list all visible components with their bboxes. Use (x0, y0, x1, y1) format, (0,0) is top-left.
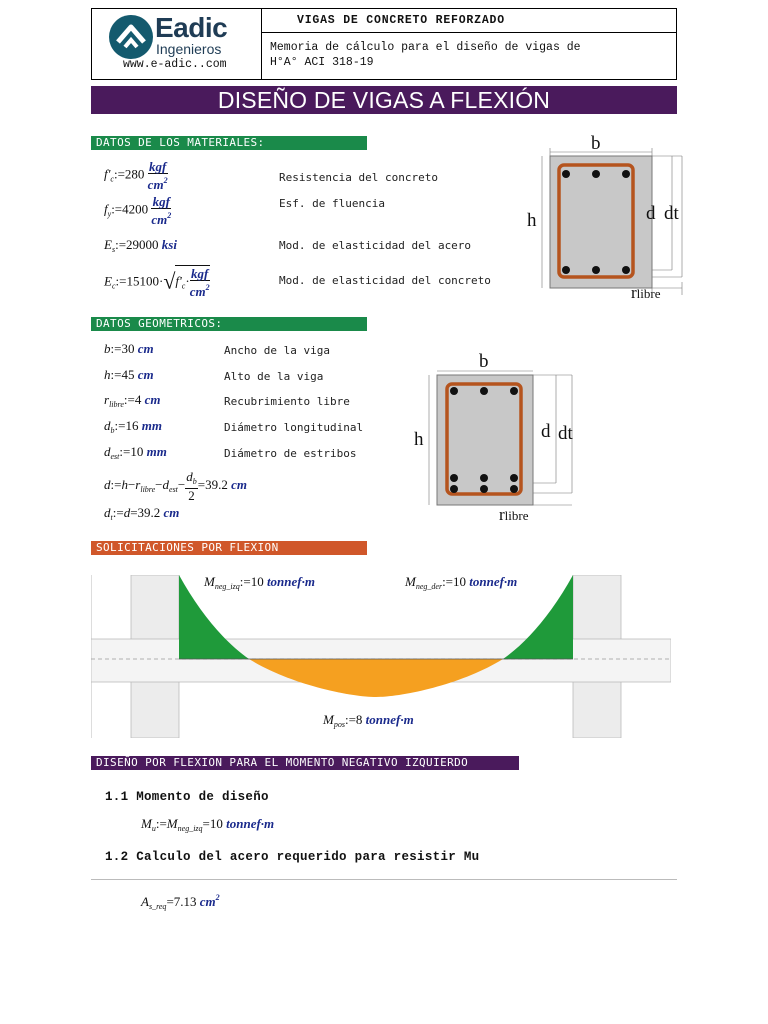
dim-dt-label-2: dt (558, 423, 573, 444)
document-subtitle-line2: H°A° ACI 318-19 (270, 56, 374, 69)
es-description: Mod. de elasticidad del acero (279, 239, 472, 252)
effective-depth-equation: $d:=h-r_{libre}-d_{est}-$ $\frac{d_b}{2}$ =39.2 cm (104, 469, 247, 503)
materials-section-header: DATOS DE LOS MATERIALES: (91, 136, 367, 150)
design-step-1-1-heading: 1.1 Momento de diseño (105, 790, 269, 804)
ec-equation: $E_c:=15100\cdot√f'_c\cdot$ $\frac{\text{kgf}}{cm^2}$ (104, 266, 210, 299)
m-neg-der-equation: $M_{neg\_der}:=10$ tonnef·m (405, 574, 518, 591)
dim-dt-label: dt (664, 203, 679, 224)
dim-b-label: b (591, 133, 601, 154)
m-neg-izq-equation: $M_{neg\_izq}:=10$ tonnef·m (204, 574, 315, 591)
dim-b-label-2: b (479, 351, 489, 372)
website-link[interactable]: www.e-adic..com (123, 58, 227, 71)
geometry-row-h: h:=45 cm (104, 367, 154, 382)
geometry-row-h-desc: Alto de la viga (224, 370, 324, 383)
geometry-section-header: DATOS GEOMETRICOS: (91, 317, 367, 331)
design-step-1-2-heading: 1.2 Calculo del acero requerido para resistir Mu (105, 850, 480, 864)
geometry-row-dest: $d_{est}:=10$ mm (104, 444, 167, 461)
geometry-row-rlibre-desc: Recubrimiento libre (224, 395, 350, 408)
fc-description: Resistencia del concreto (279, 171, 438, 184)
logo-name: Eadic (155, 12, 228, 43)
dim-h-label: h (527, 210, 537, 231)
geometry-row-db-desc: Diámetro longitudinal (224, 421, 364, 434)
loads-section-header: SOLICITACIONES POR FLEXION (91, 541, 367, 555)
dt-equation: $d_t:=d=39.2$ cm (104, 505, 180, 522)
as-req-equation: $A_{s\_req}=7.13$ $cm^2$ (141, 893, 220, 911)
geometry-row-b: b:=30 cm (104, 341, 154, 356)
divider-line (91, 879, 677, 880)
dim-d-label: d (646, 203, 656, 224)
dim-rlibre-label-2: rlibre (499, 505, 529, 524)
fy-description: Esf. de fluencia (279, 197, 385, 210)
fc-equation: $f'_c:=280$ $\frac{\text{kgf}}{cm^2}$ (104, 159, 168, 192)
eadic-logo-icon (108, 14, 154, 60)
document-subtitle-line1: Memoria de cálculo para el diseño de vigas de (270, 41, 581, 54)
m-pos-equation: $M_{pos}:=8$ tonnef·m (323, 712, 414, 729)
header-divider-horizontal (261, 32, 677, 33)
document-title: VIGAS DE CONCRETO REFORZADO (297, 14, 505, 27)
fy-equation: $f_y:=4200$ $\frac{\text{kgf}}{cm^2}$ (104, 194, 172, 227)
dim-rlibre-label: rlibre (631, 283, 661, 302)
es-equation: $E_s:=29000$ ksi (104, 237, 177, 254)
geometry-row-db: $d_b:=16$ mm (104, 418, 162, 435)
mu-equation: $M_u:=M_{neg\_izq}=10$ tonnef·m (141, 816, 275, 833)
dim-h-label-2: h (414, 429, 424, 450)
beam-section-diagram-reinforcement (410, 350, 580, 520)
header-divider (261, 8, 262, 80)
logo-subtitle: Ingenieros (156, 41, 222, 57)
ec-description: Mod. de elasticidad del concreto (279, 274, 491, 287)
dim-d-label-2: d (541, 421, 551, 442)
geometry-row-rlibre: $r_{libre}:=4$ cm (104, 392, 161, 409)
page-title: DISEÑO DE VIGAS A FLEXIÓN (91, 86, 677, 114)
geometry-row-dest-desc: Diámetro de estribos (224, 447, 357, 460)
geometry-row-b-desc: Ancho de la viga (224, 344, 330, 357)
design-section-header: DISEÑO POR FLEXION PARA EL MOMENTO NEGATIVO IZQUIERDO (91, 756, 519, 770)
